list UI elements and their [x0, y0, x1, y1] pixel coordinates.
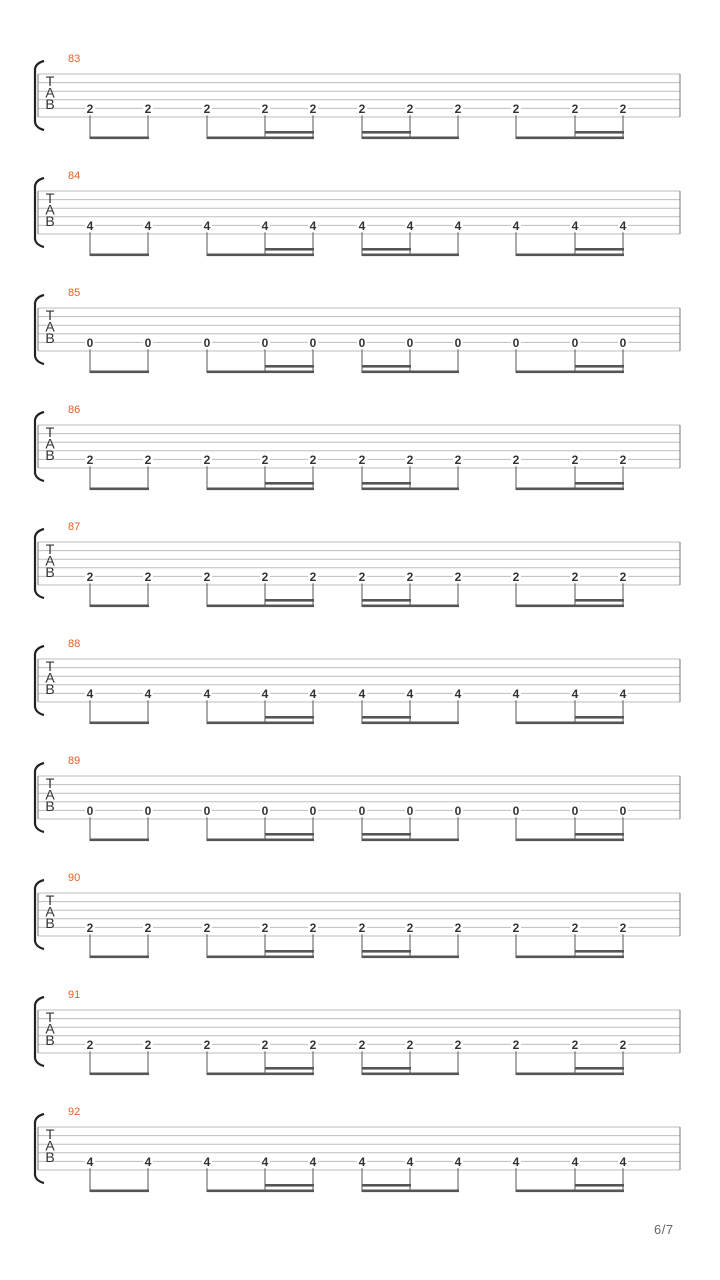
fret-number: 4 [358, 1154, 366, 1169]
system-bracket [35, 529, 44, 598]
tab-clef-letter: T [45, 1009, 55, 1025]
tab-system [35, 872, 680, 958]
fret-number: 4 [619, 686, 627, 701]
beam-secondary [575, 716, 624, 719]
fret-number: 2 [309, 920, 317, 935]
beam-primary [362, 371, 459, 374]
tab-clef-letter: B [45, 96, 55, 112]
measure-number: 85 [68, 287, 81, 299]
beam-secondary [362, 482, 411, 485]
fret-number: 0 [454, 335, 462, 350]
fret-number: 4 [406, 686, 414, 701]
fret-number: 2 [309, 1037, 317, 1052]
fret-number: 2 [309, 452, 317, 467]
fret-number: 4 [86, 686, 94, 701]
fret-number: 2 [86, 101, 94, 116]
beam-secondary [362, 833, 411, 836]
fret-number: 2 [203, 920, 211, 935]
fret-number: 4 [86, 218, 94, 233]
beam-primary [516, 722, 624, 725]
beam-primary [90, 137, 149, 140]
fret-number: 2 [144, 1037, 152, 1052]
beam-primary [362, 839, 459, 842]
fret-number: 0 [454, 803, 462, 818]
system-bracket [35, 412, 44, 481]
fret-number: 4 [261, 1154, 269, 1169]
fret-number: 4 [619, 1154, 627, 1169]
beam-secondary [265, 1067, 314, 1070]
tab-system [35, 170, 680, 256]
fret-number: 2 [144, 569, 152, 584]
fret-number: 4 [261, 218, 269, 233]
fret-number: 2 [86, 569, 94, 584]
beam-primary [90, 605, 149, 608]
fret-number: 4 [454, 218, 462, 233]
beam-secondary [575, 365, 624, 368]
fret-number: 2 [406, 101, 414, 116]
fret-number: 4 [406, 218, 414, 233]
fret-number: 0 [619, 803, 627, 818]
fret-number: 2 [86, 452, 94, 467]
tab-clef-letter: A [45, 1137, 55, 1154]
fret-number: 2 [86, 920, 94, 935]
beam-secondary [362, 1184, 411, 1187]
tab-clef-letter: B [45, 798, 55, 814]
tab-system [35, 404, 680, 490]
beam-secondary [575, 950, 624, 953]
tab-clef-letter: A [45, 318, 55, 335]
fret-number: 2 [309, 569, 317, 584]
fret-number: 2 [619, 1037, 627, 1052]
fret-number: 4 [454, 686, 462, 701]
measure-number: 83 [68, 53, 81, 65]
tab-clef-letter: A [45, 435, 55, 452]
beam-primary [362, 254, 459, 257]
beam-primary [207, 1073, 314, 1076]
fret-number: 2 [358, 1037, 366, 1052]
beam-primary [362, 956, 459, 959]
fret-number: 2 [144, 452, 152, 467]
fret-number: 2 [261, 920, 269, 935]
beam-secondary [362, 716, 411, 719]
tab-clef-letter: A [45, 84, 55, 101]
system-bracket [35, 178, 44, 247]
fret-number: 4 [144, 686, 152, 701]
tab-clef-letter: B [45, 681, 55, 697]
beam-primary [362, 488, 459, 491]
beam-secondary [265, 131, 314, 134]
beam-primary [516, 488, 624, 491]
fret-number: 2 [309, 101, 317, 116]
fret-number: 2 [358, 569, 366, 584]
measure-number: 84 [68, 170, 81, 182]
fret-number: 0 [571, 335, 579, 350]
fret-number: 2 [358, 452, 366, 467]
fret-number: 2 [358, 101, 366, 116]
fret-number: 0 [86, 803, 94, 818]
fret-number: 2 [406, 920, 414, 935]
beam-primary [516, 956, 624, 959]
fret-number: 0 [203, 803, 211, 818]
measure-number: 89 [68, 755, 81, 767]
tab-clef-letter: A [45, 669, 55, 686]
beam-primary [207, 839, 314, 842]
beam-primary [90, 722, 149, 725]
measure-number: 86 [68, 404, 81, 416]
beam-secondary [265, 950, 314, 953]
fret-number: 4 [309, 1154, 317, 1169]
tab-system [35, 287, 680, 373]
beam-secondary [265, 599, 314, 602]
fret-number: 2 [571, 569, 579, 584]
beam-primary [516, 371, 624, 374]
beam-secondary [265, 248, 314, 251]
tab-clef-letter: A [45, 201, 55, 218]
fret-number: 4 [144, 1154, 152, 1169]
fret-number: 0 [512, 803, 520, 818]
tab-system [35, 989, 680, 1075]
fret-number: 4 [571, 1154, 579, 1169]
fret-number: 0 [406, 803, 414, 818]
tab-clef-letter: T [45, 658, 55, 674]
fret-number: 2 [454, 101, 462, 116]
page-number: 6/7 [654, 1222, 674, 1237]
fret-number: 2 [512, 920, 520, 935]
fret-number: 2 [406, 569, 414, 584]
fret-number: 4 [203, 686, 211, 701]
fret-number: 4 [358, 686, 366, 701]
measure-number: 88 [68, 638, 81, 650]
fret-number: 2 [512, 452, 520, 467]
beam-secondary [265, 1184, 314, 1187]
tab-clef-letter: B [45, 1149, 55, 1165]
beam-secondary [575, 833, 624, 836]
beam-secondary [575, 1184, 624, 1187]
fret-number: 2 [571, 920, 579, 935]
beam-primary [516, 1073, 624, 1076]
fret-number: 4 [619, 218, 627, 233]
fret-number: 2 [619, 101, 627, 116]
tab-clef-letter: B [45, 564, 55, 580]
tab-clef-letter: B [45, 213, 55, 229]
system-bracket [35, 763, 44, 832]
fret-number: 0 [358, 335, 366, 350]
fret-number: 2 [261, 101, 269, 116]
beam-primary [207, 956, 314, 959]
system-bracket [35, 646, 44, 715]
fret-number: 2 [619, 569, 627, 584]
fret-number: 2 [512, 569, 520, 584]
fret-number: 4 [358, 218, 366, 233]
fret-number: 4 [571, 218, 579, 233]
fret-number: 4 [261, 686, 269, 701]
fret-number: 4 [86, 1154, 94, 1169]
fret-number: 4 [203, 218, 211, 233]
beam-secondary [362, 950, 411, 953]
fret-number: 4 [512, 1154, 520, 1169]
tab-clef-letter: B [45, 915, 55, 931]
fret-number: 2 [512, 101, 520, 116]
fret-number: 2 [571, 1037, 579, 1052]
fret-number: 2 [619, 452, 627, 467]
beam-secondary [575, 131, 624, 134]
fret-number: 2 [144, 920, 152, 935]
fret-number: 4 [512, 218, 520, 233]
tab-clef-letter: T [45, 73, 55, 89]
beam-primary [90, 1073, 149, 1076]
measure-number: 92 [68, 1106, 81, 1118]
measure-number: 90 [68, 872, 81, 884]
tab-clef-letter: B [45, 330, 55, 346]
fret-number: 2 [144, 101, 152, 116]
beam-primary [516, 839, 624, 842]
system-bracket [35, 1114, 44, 1183]
system-bracket [35, 997, 44, 1066]
fret-number: 4 [512, 686, 520, 701]
fret-number: 0 [309, 335, 317, 350]
beam-primary [516, 605, 624, 608]
beam-primary [207, 137, 314, 140]
fret-number: 2 [619, 920, 627, 935]
beam-secondary [265, 482, 314, 485]
beam-secondary [575, 1067, 624, 1070]
beam-primary [516, 1190, 624, 1193]
beam-secondary [265, 833, 314, 836]
tab-clef-letter: A [45, 786, 55, 803]
beam-primary [362, 137, 459, 140]
fret-number: 4 [309, 218, 317, 233]
beam-secondary [362, 599, 411, 602]
fret-number: 0 [406, 335, 414, 350]
fret-number: 0 [144, 335, 152, 350]
tab-system [35, 53, 680, 139]
beam-primary [516, 137, 624, 140]
beam-primary [90, 956, 149, 959]
fret-number: 2 [261, 452, 269, 467]
tab-system [35, 638, 680, 724]
beam-primary [207, 722, 314, 725]
fret-number: 2 [358, 920, 366, 935]
beam-secondary [265, 365, 314, 368]
fret-number: 4 [406, 1154, 414, 1169]
beam-primary [90, 839, 149, 842]
tab-clef-letter: T [45, 424, 55, 440]
fret-number: 2 [454, 920, 462, 935]
fret-number: 2 [203, 1037, 211, 1052]
beam-primary [362, 605, 459, 608]
fret-number: 2 [261, 569, 269, 584]
fret-number: 0 [261, 335, 269, 350]
beam-secondary [362, 131, 411, 134]
fret-number: 2 [454, 569, 462, 584]
beam-secondary [575, 599, 624, 602]
system-bracket [35, 61, 44, 130]
fret-number: 0 [309, 803, 317, 818]
fret-number: 4 [203, 1154, 211, 1169]
beam-primary [90, 488, 149, 491]
fret-number: 2 [86, 1037, 94, 1052]
fret-number: 2 [571, 452, 579, 467]
beam-primary [207, 254, 314, 257]
beam-primary [90, 371, 149, 374]
fret-number: 0 [203, 335, 211, 350]
fret-number: 4 [571, 686, 579, 701]
tab-clef-letter: A [45, 1020, 55, 1037]
fret-number: 2 [203, 452, 211, 467]
tab-clef-letter: B [45, 1032, 55, 1048]
beam-primary [207, 1190, 314, 1193]
beam-secondary [362, 1067, 411, 1070]
fret-number: 4 [454, 1154, 462, 1169]
tab-system [35, 755, 680, 841]
tab-clef-letter: T [45, 307, 55, 323]
fret-number: 2 [571, 101, 579, 116]
beam-secondary [265, 716, 314, 719]
fret-number: 2 [203, 569, 211, 584]
beam-primary [207, 605, 314, 608]
tab-clef-letter: T [45, 775, 55, 791]
tab-system [35, 521, 680, 607]
beam-primary [362, 1190, 459, 1193]
fret-number: 0 [512, 335, 520, 350]
tab-system [35, 1106, 680, 1192]
beam-primary [90, 1190, 149, 1193]
beam-primary [362, 1073, 459, 1076]
fret-number: 4 [309, 686, 317, 701]
beam-primary [362, 722, 459, 725]
tab-clef-letter: T [45, 892, 55, 908]
fret-number: 0 [358, 803, 366, 818]
measure-number: 87 [68, 521, 81, 533]
tab-clef-letter: T [45, 1126, 55, 1142]
fret-number: 2 [261, 1037, 269, 1052]
beam-primary [90, 254, 149, 257]
tab-clef-letter: T [45, 541, 55, 557]
fret-number: 2 [512, 1037, 520, 1052]
tab-clef-letter: A [45, 903, 55, 920]
tab-clef-letter: T [45, 190, 55, 206]
fret-number: 0 [261, 803, 269, 818]
fret-number: 4 [144, 218, 152, 233]
fret-number: 2 [454, 1037, 462, 1052]
beam-primary [516, 254, 624, 257]
fret-number: 2 [406, 1037, 414, 1052]
beam-secondary [362, 365, 411, 368]
tab-clef-letter: B [45, 447, 55, 463]
system-bracket [35, 880, 44, 949]
system-bracket [35, 295, 44, 364]
beam-secondary [575, 248, 624, 251]
fret-number: 2 [406, 452, 414, 467]
beam-primary [207, 371, 314, 374]
fret-number: 0 [86, 335, 94, 350]
fret-number: 2 [203, 101, 211, 116]
fret-number: 0 [619, 335, 627, 350]
fret-number: 0 [571, 803, 579, 818]
beam-secondary [575, 482, 624, 485]
measure-number: 91 [68, 989, 81, 1001]
beam-primary [207, 488, 314, 491]
beam-secondary [362, 248, 411, 251]
fret-number: 0 [144, 803, 152, 818]
tab-clef-letter: A [45, 552, 55, 569]
fret-number: 2 [454, 452, 462, 467]
